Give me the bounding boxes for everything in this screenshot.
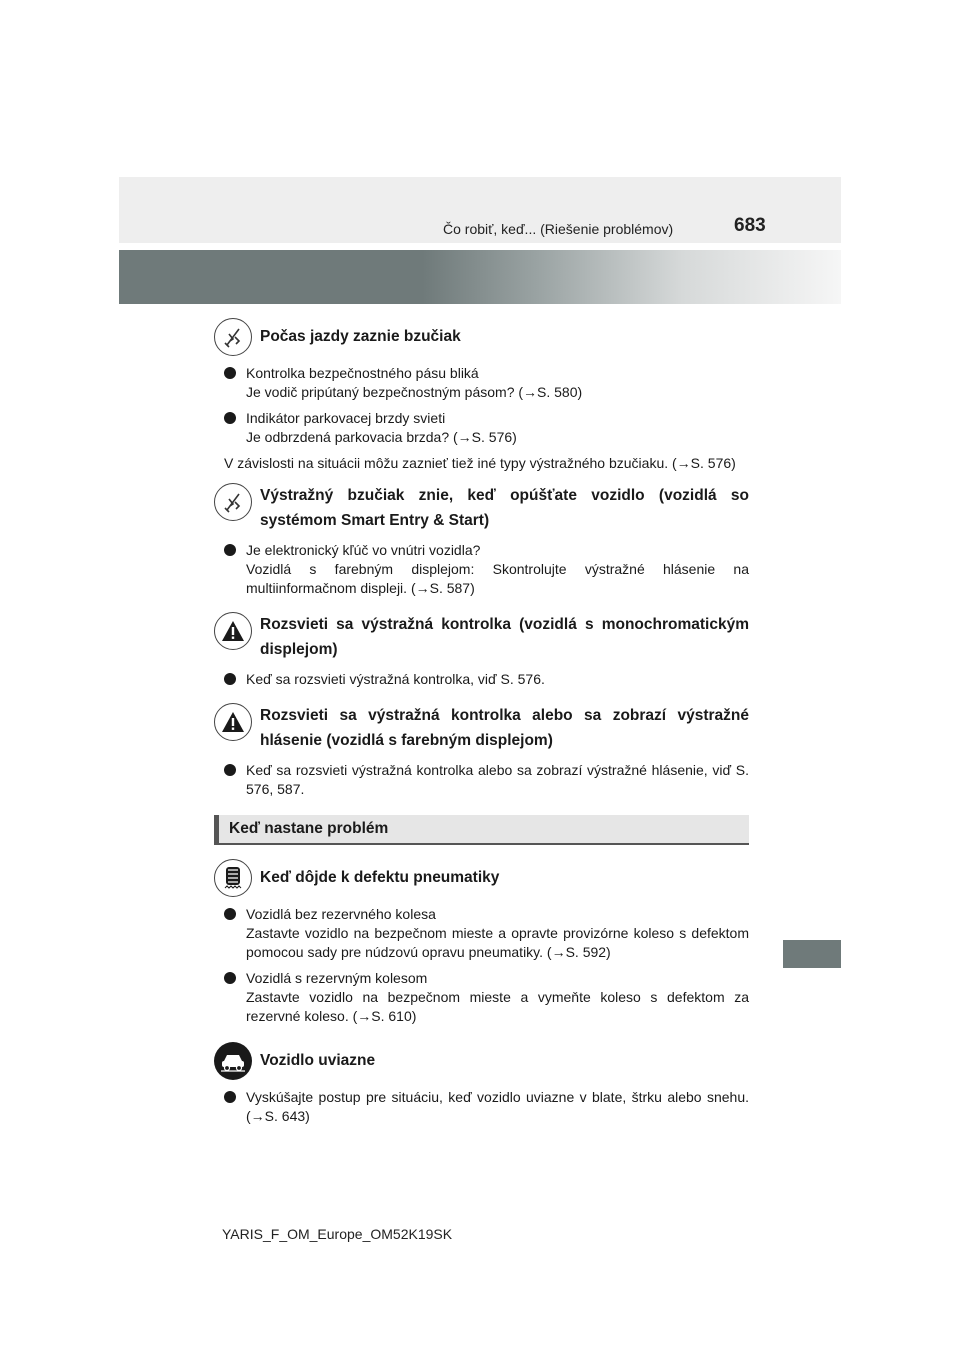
bullet-body: Vozidlá s farebným displejom: Skontrolujte výstražné hlásenie na multiinformačnom displeji. (→S. 587)	[246, 561, 749, 596]
bullet-title: Indikátor parkovacej brzdy svieti	[246, 410, 446, 426]
section-heading-text: Keď dôjde k defektu pneumatiky	[260, 869, 500, 886]
problem-section-title: Keď nastane problém	[214, 815, 749, 845]
section-heading	[214, 1042, 749, 1080]
list-item	[224, 541, 749, 598]
bullet-dot	[224, 367, 236, 379]
page-content	[214, 318, 749, 1133]
section-buzzer-driving	[214, 318, 749, 473]
bullet-title: Vyskúšajte postup pre situáciu, keď vozidlo uviazne v blate, štrku alebo snehu. (→S. 643)	[246, 1089, 749, 1124]
header-title: Čo robiť, keď... (Riešenie problémov)	[443, 221, 674, 237]
list-item	[224, 905, 749, 962]
footer-doc-code: YARIS_F_OM_Europe_OM52K19SK	[222, 1226, 453, 1242]
list-item	[224, 364, 749, 402]
bullet-dot	[224, 972, 236, 984]
chapter-gradient-bar	[119, 250, 841, 304]
buzzer-icon	[214, 483, 252, 521]
bullet-dot	[224, 908, 236, 920]
section-tire-puncture	[214, 859, 749, 1026]
list-item	[224, 409, 749, 447]
section-heading-text: Počas jazdy zaznie bzučiak	[260, 328, 461, 345]
bullet-title: Vozidlá bez rezervného kolesa	[246, 906, 436, 922]
section-heading-text: Vozidlo uviazne	[260, 1052, 376, 1069]
bullet-title: Kontrolka bezpečnostného pásu bliká	[246, 365, 479, 381]
section-heading	[214, 703, 749, 753]
list-item	[224, 1088, 749, 1126]
section-vehicle-stuck	[214, 1042, 749, 1126]
section-heading	[214, 483, 749, 533]
section-warning-mono	[214, 612, 749, 689]
section-warning-color	[214, 703, 749, 799]
list-item	[224, 761, 749, 799]
section-note: V závislosti na situácii môžu zaznieť tiež iné typy výstražného bzučiaku. (→S. 576)	[224, 455, 736, 471]
bullet-dot	[224, 673, 236, 685]
stuck-car-icon	[214, 1042, 252, 1080]
section-heading-text: Výstražný bzučiak znie, keď opúšťate vozidlo (vozidlá so systémom Smart Entry & Start)	[260, 487, 749, 529]
bullet-body: Zastavte vozidlo na bezpečnom mieste a vymeňte koleso s defektom za rezervné koleso. (→S. 610)	[246, 989, 749, 1024]
bullet-dot	[224, 1091, 236, 1103]
section-heading	[214, 612, 749, 662]
bullet-title: Je elektronický kľúč vo vnútri vozidla?	[246, 542, 481, 558]
warning-icon	[214, 703, 252, 741]
bullet-title: Keď sa rozsvieti výstražná kontrolka, viď S. 576.	[246, 671, 545, 687]
bullet-dot	[224, 544, 236, 556]
bullet-title: Keď sa rozsvieti výstražná kontrolka alebo sa zobrazí výstražné hlásenie, viď S. 576, 587.	[246, 762, 749, 797]
bullet-body: Je vodič pripútaný bezpečnostným pásom? (→S. 580)	[246, 384, 583, 400]
buzzer-icon	[214, 318, 252, 356]
section-buzzer-leaving	[214, 483, 749, 598]
tire-icon	[214, 859, 252, 897]
list-item	[224, 969, 749, 1026]
chapter-tab	[783, 940, 841, 968]
warning-icon	[214, 612, 252, 650]
bullet-body: Je odbrzdená parkovacia brzda? (→S. 576)	[246, 429, 517, 445]
bullet-title: Vozidlá s rezervným kolesom	[246, 970, 428, 986]
list-item	[224, 670, 749, 689]
bullet-dot	[224, 764, 236, 776]
section-heading-text: Rozsvieti sa výstražná kontrolka alebo sa zobrazí výstražné hlásenie (vozidlá s farebným displejom)	[260, 707, 749, 749]
section-heading	[214, 859, 749, 897]
section-heading-text: Rozsvieti sa výstražná kontrolka (vozidlá s monochromatickým displejom)	[260, 616, 749, 658]
bullet-dot	[224, 412, 236, 424]
section-heading	[214, 318, 749, 356]
bullet-body: Zastavte vozidlo na bezpečnom mieste a opravte provizórne koleso s defektom pomocou sady pre núdzovú opravu pneumatiky. (→S. 592)	[246, 925, 749, 960]
page-number: 683	[734, 215, 766, 236]
